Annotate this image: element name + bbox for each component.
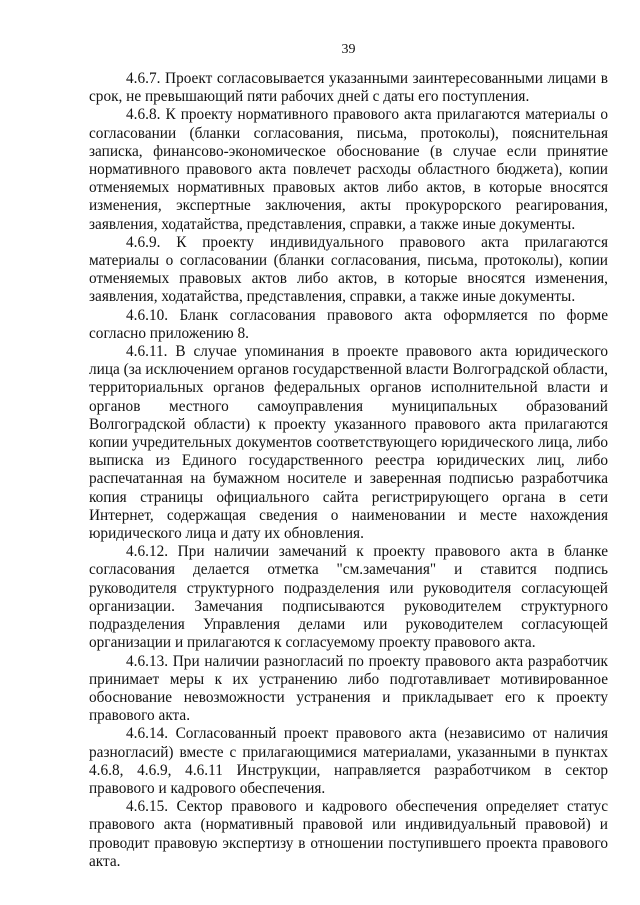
- paragraph-4-6-15: 4.6.15. Сектор правового и кадрового обеспечения определяет статус правового акта (нормативный правовой или индивидуальный правовой) и проводит правовую экспертизу в отношении поступившего проекта правового акта.: [89, 798, 608, 870]
- page-number: 39: [341, 42, 356, 57]
- paragraph-4-6-7: 4.6.7. Проект согласовывается указанными заинтересованными лицами в срок, не превышающий пяти рабочих дней с даты его поступления.: [89, 70, 608, 106]
- paragraph-4-6-14: 4.6.14. Согласованный проект правового акта (независимо от наличия разногласий) вместе с прилагающимися материалами, указанными в пунктах 4.6.8, 4.6.9, 4.6.11 Инструкции, направляется разработчиком в сектор правового и кадрового обеспечения.: [89, 725, 608, 797]
- paragraph-4-6-8: 4.6.8. К проекту нормативного правового акта прилагаются материалы о согласовании (бланки согласования, письма, протоколы), пояснительная записка, финансово-экономическое обоснование (в случае если принятие нормативного правового акта повлечет расходы областного бюджета), копии отменяемых нормативных правовых актов либо актов, в которые вносятся изменения, экспертные заключения, акты прокурорского реагирования, заявления, ходатайства, представления, справки, а также иные документы.: [89, 106, 608, 233]
- paragraph-4-6-12: 4.6.12. При наличии замечаний к проекту правового акта в бланке согласования делается отметка "см.замечания" и ставится подпись руководителя структурного подразделения или руководителя согласующей организации. Замечания подписываются руководителем структурного подразделения Управления делами или руководителем согласующей организации и прилагаются к согласуемому проекту правового акта.: [89, 543, 608, 652]
- paragraph-4-6-10: 4.6.10. Бланк согласования правового акта оформляется по форме согласно приложению 8.: [89, 306, 608, 342]
- paragraph-4-6-13: 4.6.13. При наличии разногласий по проекту правового акта разработчик принимает меры к их устранению либо подготавливает мотивированное обоснование невозможности устранения и прикладывает его к проекту правового акта.: [89, 652, 608, 725]
- paragraph-4-6-11: 4.6.11. В случае упоминания в проекте правового акта юридического лица (за исключением органов государственной власти Волгоградской области, территориальных органов федеральных органов исполнительной власти и органов местного самоуправления муниципальных образований Волгоградской области) к проекту указанного правового акта прилагаются копии учредительных документов соответствующего юридического лица, либо выписка из Единого государственного реестра юридических лиц, либо распечатанная на бумажном носителе и заверенная подписью разработчика копия страницы официального сайта регистрирующего органа в сети Интернет, содержащая сведения о наименовании и месте нахождения юридического лица и дату их обновления.: [89, 343, 608, 543]
- paragraph-4-6-9: 4.6.9. К проекту индивидуального правового акта прилагаются материалы о согласовании (бланки согласования, письма, протоколы), копии отменяемых правовых актов либо актов, в которые вносятся изменения, заявления, ходатайства, представления, справки, а также иные документы.: [89, 233, 608, 306]
